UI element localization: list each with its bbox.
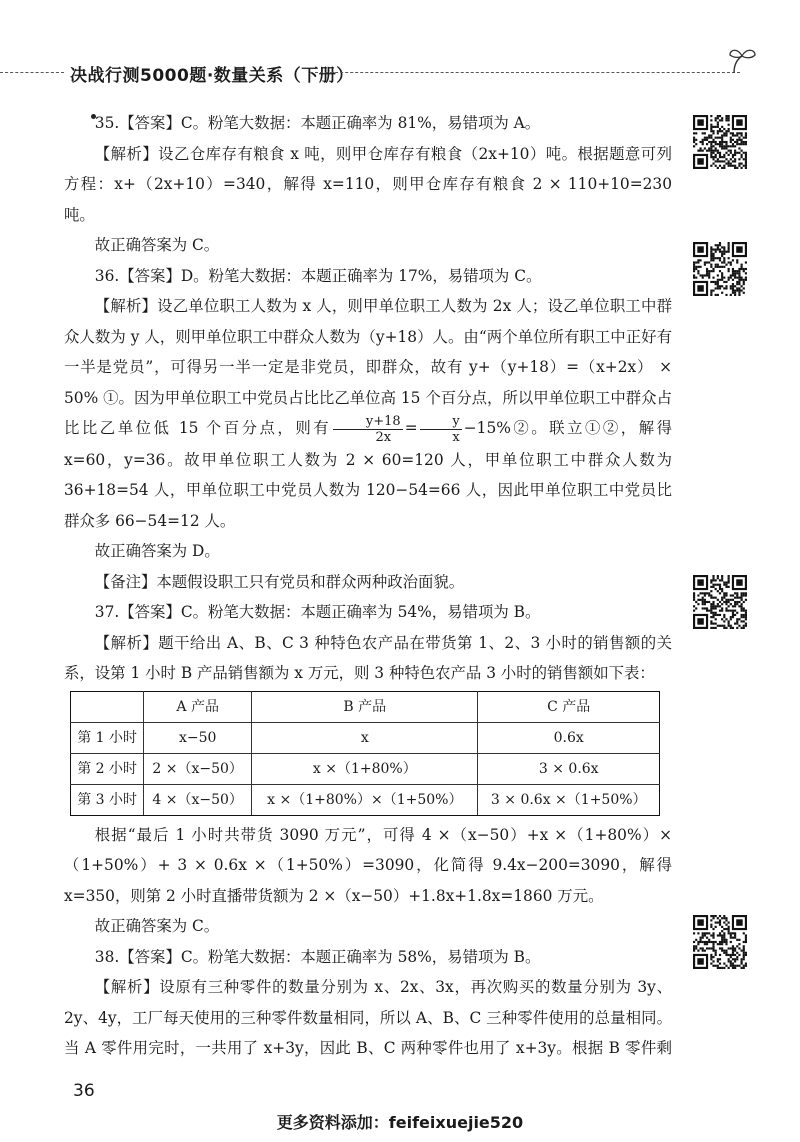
table-cell: 第 1 小时 <box>71 722 144 753</box>
running-header <box>0 58 800 88</box>
sales-table <box>70 691 660 816</box>
qr-code-icon[interactable] <box>693 915 747 969</box>
q36-note: 【备注】本题假设职工只有党员和群众两种政治面貌。 <box>94 572 465 591</box>
q38-analysis: 【解析】设原有三种零件的数量分别为 x、2x、3x，再次购买的数量分别为 3y、2y、4y，工厂每天使用的三种零件数量相同，所以 A、B、C 三种零件使用的总量相同。当 A 零件用完时，一共用了 x+3y，因此 B、C 两种零件也用了 x+3y。根据 B 零件剩 <box>64 978 672 1057</box>
table-header-cell: A 产品 <box>144 691 252 722</box>
table-header-cell: B 产品 <box>252 691 478 722</box>
table-row <box>71 753 660 784</box>
footer-note: 更多资料添加：feifeixuejie520 <box>276 1113 524 1132</box>
q37-after-table: 根据“最后 1 小时共带货 3090 万元”，可得 4 ×（x−50）+x ×（1+80%）×（1+50%）+ 3 × 0.6x ×（1+50%）=3090，化简得 9.4x−200=3090，解得 x=350，则第 2 小时直播带货额为 2 ×（x−50）+1.8x+1.8x=1860 万元。 <box>64 825 672 905</box>
table-cell: 第 2 小时 <box>71 753 144 784</box>
table-cell: x ×（1+80%） <box>252 753 478 784</box>
table-cell: 3 × 0.6x <box>478 753 660 784</box>
fraction-1 <box>333 414 403 445</box>
table-header-cell: C 产品 <box>478 691 660 722</box>
q36-conclusion: 故正确答案为 D。 <box>94 542 220 560</box>
book-title: 决战行测5000题·数量关系（下册） <box>70 66 354 86</box>
table-row <box>71 784 660 815</box>
sprout-icon <box>728 46 758 74</box>
q36-answer: 36.【答案】D。粉笔大数据：本题正确率为 17%，易错项为 C。 <box>94 266 542 285</box>
header-rule-right <box>310 72 740 73</box>
qr-code-icon[interactable] <box>693 242 747 296</box>
table-cell: x−50 <box>144 722 252 753</box>
q36-analysis-part2: −15%②。联立①②，解得 x=60，y=36。故甲单位职工人数为 2 × 60=120 人，甲单位职工中群众人数为 36+18=54 人，甲单位职工中党员人数为 120−54=66 人，因此甲单位职工中党员比群众多 66−54=12 人。 <box>64 419 672 530</box>
qr-code-icon[interactable] <box>693 115 747 169</box>
q37-answer: 37.【答案】C。粉笔大数据：本题正确率为 54%，易错项为 B。 <box>94 603 541 621</box>
table-row <box>71 722 660 753</box>
table-cell: x <box>252 722 478 753</box>
q36-analysis <box>64 291 672 536</box>
header-rule-left <box>0 72 64 73</box>
q37-conclusion: 故正确答案为 C。 <box>94 917 220 935</box>
q35-analysis: 【解析】设乙仓库存有粮食 x 吨，则甲仓库存有粮食（2x+10）吨。根据题意可列方程：x+（2x+10）=340，解得 x=110，则甲仓库存有粮食 2 × 110+10=230 吨。 <box>64 144 672 224</box>
table-cell: 第 3 小时 <box>71 784 144 815</box>
equals-sign: = <box>404 419 418 437</box>
fraction-2 <box>420 414 462 445</box>
table-cell: 0.6x <box>478 722 660 753</box>
table-header-cell <box>71 691 144 722</box>
table-header-row <box>71 691 660 722</box>
fraction-2-numerator: y <box>420 414 462 430</box>
table-cell: 4 ×（x−50） <box>144 784 252 815</box>
q38-answer: 38.【答案】C。粉笔大数据：本题正确率为 58%，易错项为 B。 <box>94 947 541 966</box>
page-number: 36 <box>73 1081 95 1101</box>
fraction-1-numerator: y+18 <box>333 414 403 430</box>
qr-code-icon[interactable] <box>693 575 747 629</box>
table-cell: x ×（1+80%）×（1+50%） <box>252 784 478 815</box>
q37-analysis: 【解析】题干给出 A、B、C 3 种特色农产品在带货第 1、2、3 小时的销售额的关系，设第 1 小时 B 产品销售额为 x 万元，则 3 种特色农产品 3 小时的销售额如下表： <box>64 633 672 682</box>
q35-answer: 35.【答案】C。粉笔大数据：本题正确率为 81%，易错项为 A。 <box>94 114 541 132</box>
q35-conclusion: 故正确答案为 C。 <box>94 236 220 254</box>
fraction-2-denominator: x <box>452 429 460 445</box>
table-cell: 2 ×（x−50） <box>144 753 252 784</box>
solutions-body <box>64 108 672 1064</box>
fraction-1-denominator: 2x <box>375 429 392 445</box>
table-cell: 3 × 0.6x ×（1+50%） <box>478 784 660 815</box>
q36-analysis-part1: 【解析】设乙单位职工人数为 x 人，则甲单位职工人数为 2x 人；设乙单位职工中群众人数为 y 人，则甲单位职工中群众人数为（y+18）人。由“两个单位所有职工中正好有一半是党员”，可得另一半一定是非党员，即群众，故有 y+（y+18）=（x+2x） × 50% ①。因为甲单位职工中党员占比比乙单位高 15 个百分点，所以甲单位职工中群众占比比乙单位低 15 个百分点，则有 <box>64 297 672 437</box>
